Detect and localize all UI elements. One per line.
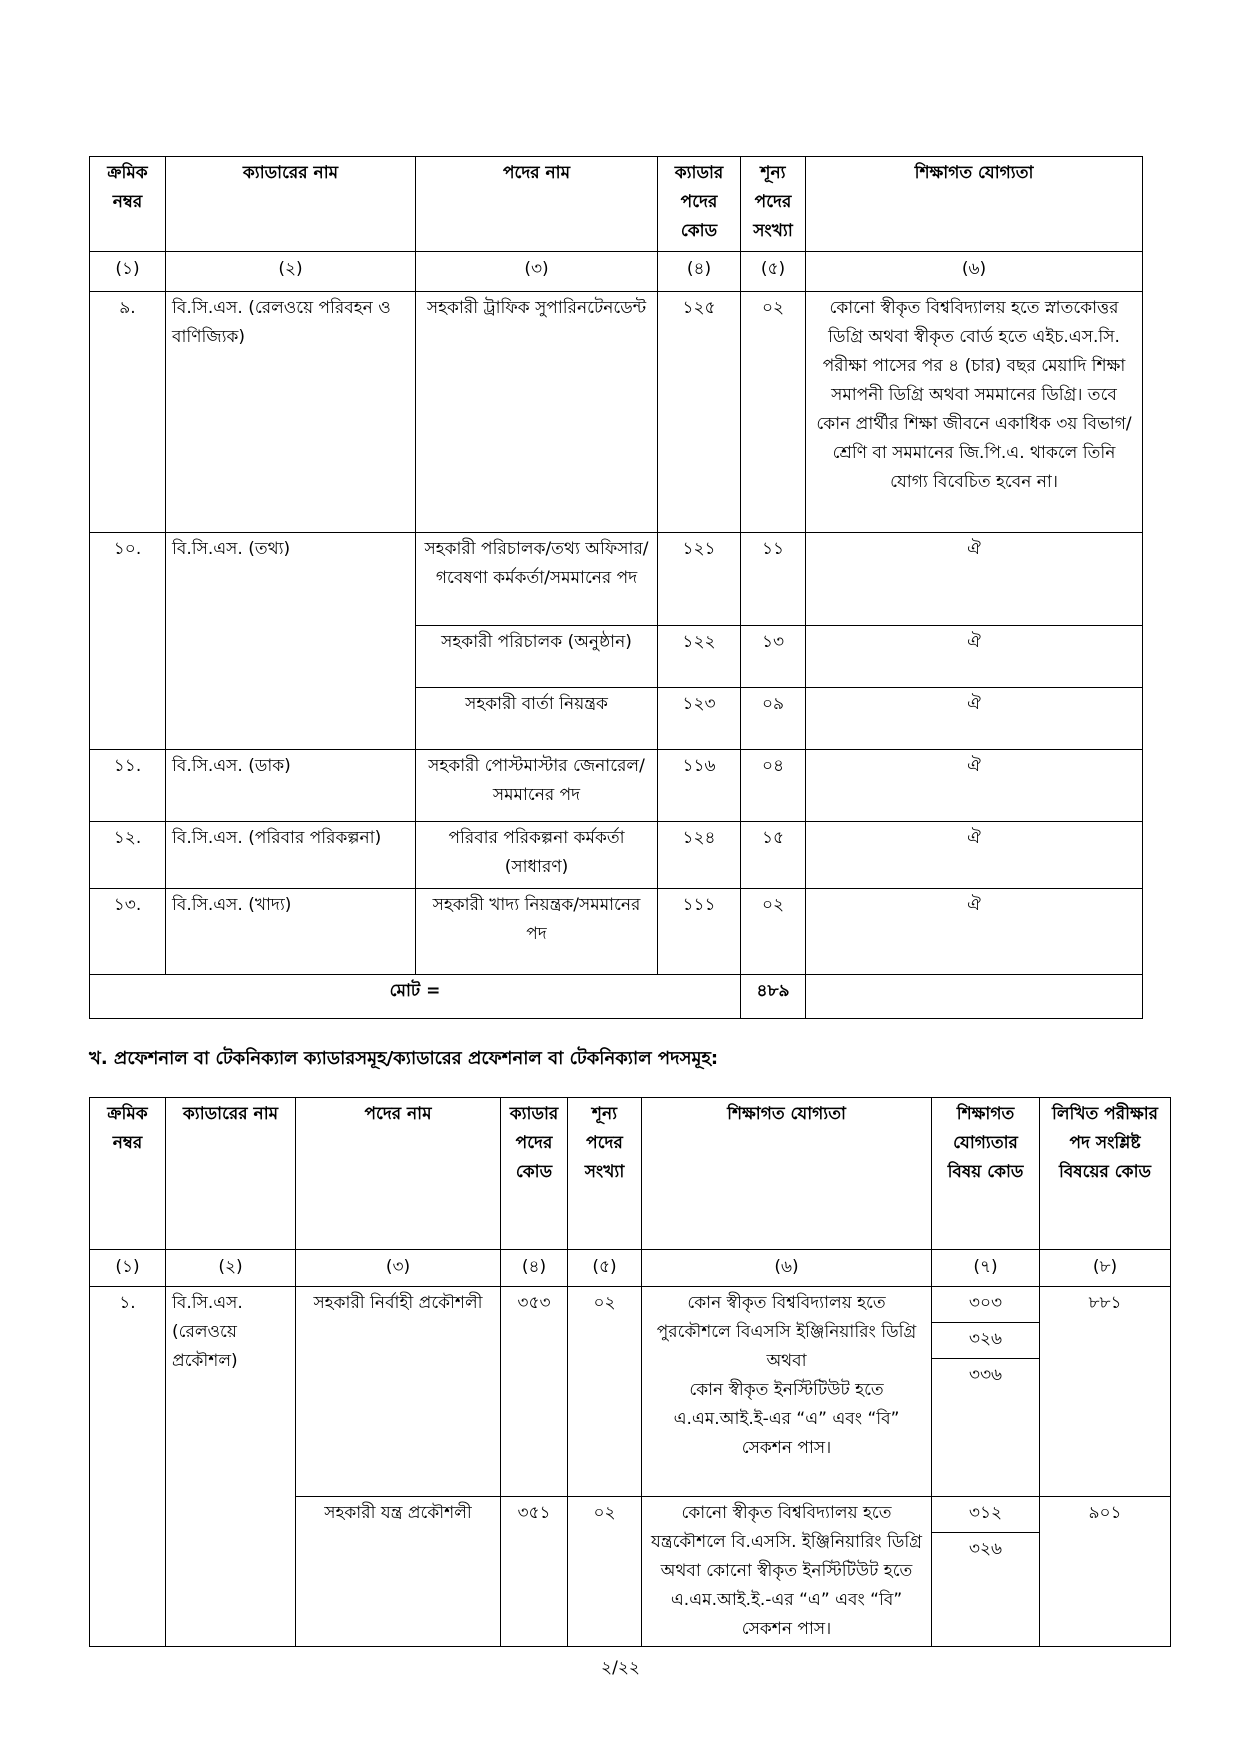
post-cell: পরিবার পরিকল্পনা কর্মকর্তা (সাধারণ) (416, 822, 658, 889)
cadre-cell: বি.সি.এস. (খাদ্য) (166, 889, 416, 975)
header-qualification: শিক্ষাগত যোগ্যতা (806, 157, 1143, 252)
table-header-row (90, 1098, 1171, 1250)
cadre-cell: বি.সি.এস. (তথ্য) (166, 533, 416, 750)
cadre-table-general (89, 156, 1143, 1019)
qualification-cell: ঐ (806, 750, 1143, 822)
qualification-cell: ঐ (806, 889, 1143, 975)
col-number: (৩) (296, 1250, 501, 1287)
table-row (90, 1287, 1171, 1497)
qualification-option-1: কোন স্বীকৃত বিশ্ববিদ্যালয় হতে পুরকৌশলে বিএসসি ইঞ্জিনিয়ারিং ডিগ্রি (656, 1293, 917, 1342)
cadre-cell: বি.সি.এস. (রেলওয়ে প্রকৌশল) (166, 1287, 296, 1647)
code-cell: ১১১ (658, 889, 741, 975)
post-cell: সহকারী যন্ত্র প্রকৌশলী (296, 1497, 501, 1647)
post-cell: সহকারী পরিচালক/তথ্য অফিসার/গবেষণা কর্মকর্তা/সমমানের পদ (416, 533, 658, 626)
empty-cell (806, 975, 1143, 1019)
vacancy-cell: ০৯ (741, 688, 806, 750)
subject-code: ৩৩৬ (968, 1365, 1003, 1385)
header-subject-code: শিক্ষাগত যোগ্যতার বিষয় কোড (932, 1098, 1040, 1250)
code-cell: ৩৫১ (501, 1497, 568, 1647)
subject-code-cell (932, 1497, 1040, 1647)
header-code: ক্যাডার পদের কোড (501, 1098, 568, 1250)
vacancy-cell: ০২ (568, 1497, 642, 1647)
header-cadre: ক্যাডারের নাম (166, 1098, 296, 1250)
cadre-cell: বি.সি.এস. (রেলওয়ে পরিবহন ও বাণিজ্যিক) (166, 292, 416, 533)
qualification-cell: ঐ (806, 533, 1143, 626)
col-number: (৪) (658, 252, 741, 292)
total-value: ৪৮৯ (741, 975, 806, 1019)
col-number: (৬) (642, 1250, 932, 1287)
header-qualification: শিক্ষাগত যোগ্যতা (642, 1098, 932, 1250)
header-post: পদের নাম (416, 157, 658, 252)
vacancy-cell: ১৫ (741, 822, 806, 889)
col-number: (৭) (932, 1250, 1040, 1287)
subject-code: ৩২৬ (932, 1323, 1039, 1359)
table-row (90, 889, 1143, 975)
qualification-or: অথবা (766, 1351, 807, 1371)
col-number: (৫) (741, 252, 806, 292)
total-row (90, 975, 1143, 1019)
section-heading: খ. প্রফেশনাল বা টেকনিক্যাল ক্যাডারসমূহ/ক্যাডারের প্রফেশনাল বা টেকনিক্যাল পদসমূহ: (89, 1048, 719, 1069)
vacancy-cell: ০২ (568, 1287, 642, 1497)
code-cell: ১২১ (658, 533, 741, 626)
code-cell: ১২২ (658, 626, 741, 688)
col-number: (১) (90, 1250, 166, 1287)
serial-cell: ১০. (90, 533, 166, 750)
col-number: (১) (90, 252, 166, 292)
table-row (90, 750, 1143, 822)
table-header-row (90, 157, 1143, 252)
column-number-row (90, 1250, 1171, 1287)
col-number: (৮) (1040, 1250, 1171, 1287)
cadre-table-professional (89, 1097, 1171, 1647)
col-number: (৫) (568, 1250, 642, 1287)
post-cell: সহকারী ট্রাফিক সুপারিনটেনডেন্ট (416, 292, 658, 533)
header-vacancy: শূন্য পদের সংখ্যা (741, 157, 806, 252)
col-number: (৬) (806, 252, 1143, 292)
header-exam-code: লিখিত পরীক্ষার পদ সংশ্লিষ্ট বিষয়ের কোড (1040, 1098, 1171, 1250)
subject-code: ৩১২ (932, 1497, 1039, 1533)
qualification-cell (642, 1287, 932, 1497)
col-number: (২) (166, 252, 416, 292)
cadre-cell: বি.সি.এস. (পরিবার পরিকল্পনা) (166, 822, 416, 889)
column-number-row (90, 252, 1143, 292)
cadre-cell: বি.সি.এস. (ডাক) (166, 750, 416, 822)
serial-cell: ১১. (90, 750, 166, 822)
vacancy-cell: ১৩ (741, 626, 806, 688)
code-cell: ৩৫৩ (501, 1287, 568, 1497)
post-cell: সহকারী পোস্টমাস্টার জেনারেল/সমমানের পদ (416, 750, 658, 822)
header-serial: ক্রমিক নম্বর (90, 157, 166, 252)
vacancy-cell: ০২ (741, 889, 806, 975)
qualification-option-2: কোন স্বীকৃত ইনস্টিটিউট হতে এ.এম.আই.ই-এর “এ” এবং “বি” সেকশন পাস। (673, 1380, 900, 1458)
subject-code: ৩২৬ (968, 1539, 1003, 1559)
serial-cell: ১২. (90, 822, 166, 889)
table-row (90, 292, 1143, 533)
qualification-cell: ঐ (806, 626, 1143, 688)
exam-code-cell: ৮৮১ (1040, 1287, 1171, 1497)
post-cell: সহকারী পরিচালক (অনুষ্ঠান) (416, 626, 658, 688)
col-number: (৪) (501, 1250, 568, 1287)
header-serial: ক্রমিক নম্বর (90, 1098, 166, 1250)
vacancy-cell: ০২ (741, 292, 806, 533)
col-number: (৩) (416, 252, 658, 292)
header-post: পদের নাম (296, 1098, 501, 1250)
col-number: (২) (166, 1250, 296, 1287)
vacancy-cell: ১১ (741, 533, 806, 626)
page-number: ২/২২ (601, 1658, 640, 1678)
exam-code-cell: ৯০১ (1040, 1497, 1171, 1647)
code-cell: ১১৬ (658, 750, 741, 822)
header-cadre: ক্যাডারের নাম (166, 157, 416, 252)
code-cell: ১২৪ (658, 822, 741, 889)
vacancy-cell: ০৪ (741, 750, 806, 822)
post-cell: সহকারী বার্তা নিয়ন্ত্রক (416, 688, 658, 750)
post-cell: সহকারী নির্বাহী প্রকৌশলী (296, 1287, 501, 1497)
subject-code: ৩০৩ (932, 1287, 1039, 1323)
post-cell: সহকারী খাদ্য নিয়ন্ত্রক/সমমানের পদ (416, 889, 658, 975)
table-row (90, 533, 1143, 626)
table-row (90, 822, 1143, 889)
qualification-cell: কোনো স্বীকৃত বিশ্ববিদ্যালয় হতে যন্ত্রকৌশলে বি.এসসি. ইঞ্জিনিয়ারিং ডিগ্রি অথবা কোনো স্বীকৃত ইনস্টিটিউট হতে এ.এম.আই.ই.-এর “এ” এবং “বি” সেকশন পাস। (642, 1497, 932, 1647)
serial-cell: ১৩. (90, 889, 166, 975)
subject-code-cell (932, 1287, 1040, 1497)
code-cell: ১২৫ (658, 292, 741, 533)
qualification-cell: ঐ (806, 822, 1143, 889)
serial-cell: ৯. (90, 292, 166, 533)
qualification-cell: ঐ (806, 688, 1143, 750)
header-code: ক্যাডার পদের কোড (658, 157, 741, 252)
qualification-cell: কোনো স্বীকৃত বিশ্ববিদ্যালয় হতে স্নাতকোত্তর ডিগ্রি অথবা স্বীকৃত বোর্ড হতে এইচ.এস.সি. পরীক্ষা পাসের পর ৪ (চার) বছর মেয়াদি শিক্ষা সমাপনী ডিগ্রি অথবা সমমানের ডিগ্রি। তবে কোন প্রার্থীর শিক্ষা জীবনে একাধিক ৩য় বিভাগ/শ্রেণি বা সমমানের জি.পি.এ. থাকলে তিনি যোগ্য বিবেচিত হবেন না। (806, 292, 1143, 533)
total-label: মোট = (90, 975, 741, 1019)
serial-cell: ১. (90, 1287, 166, 1647)
header-vacancy: শূন্য পদের সংখ্যা (568, 1098, 642, 1250)
code-cell: ১২৩ (658, 688, 741, 750)
